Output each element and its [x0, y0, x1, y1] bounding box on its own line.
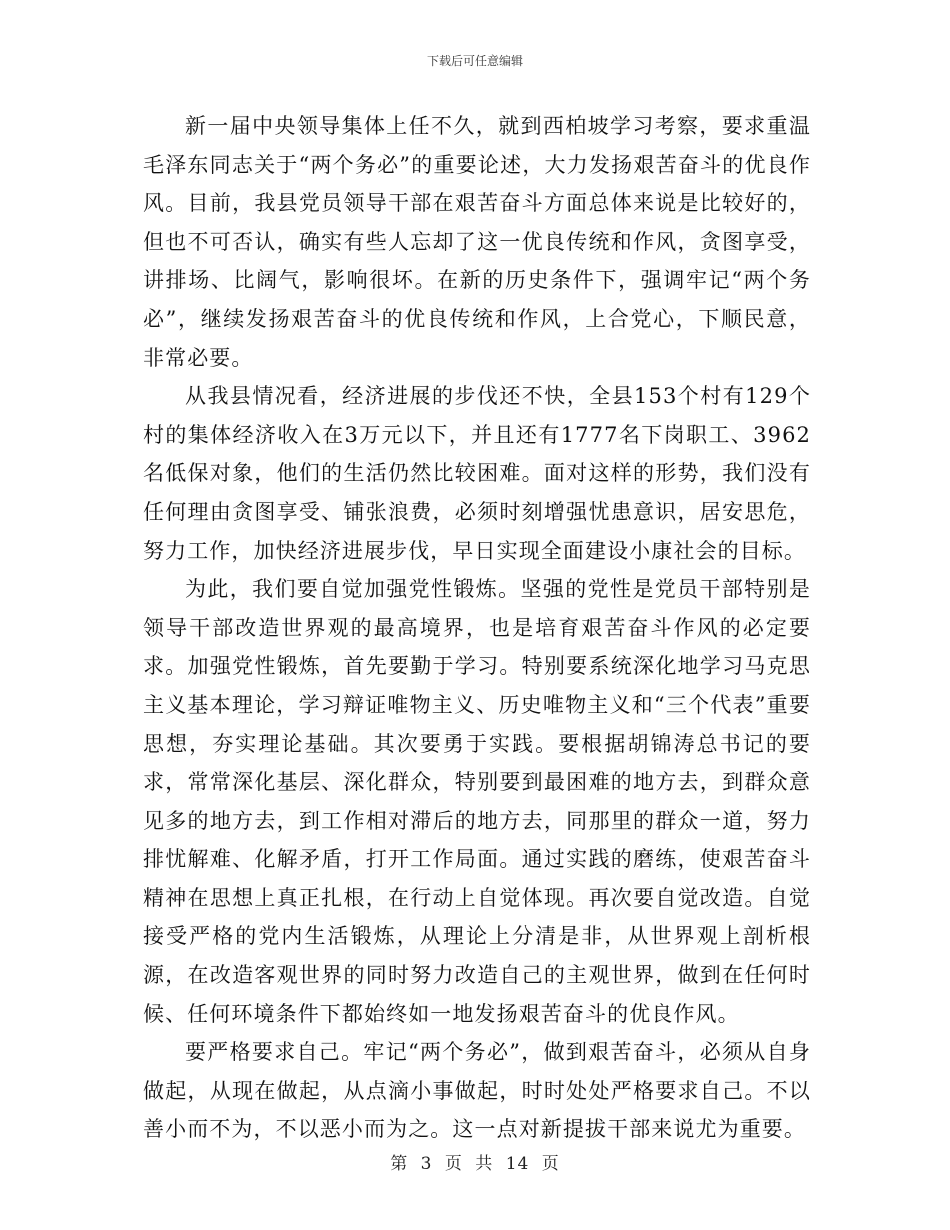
page-number-footer: 第 3 页 共 14 页 [390, 1154, 560, 1174]
document-body [143, 107, 811, 1149]
page-header: 下载后可任意编辑 [426, 54, 523, 68]
paragraph-1: 新一届中央领导集体上任不久，就到西柏坡学习考察，要求重温毛泽东同志关于“两个务必”的重要论述，大力发扬艰苦奋斗的优良作风。目前，我县党员领导干部在艰苦奋斗方面总体来说是比较好的，但也不可否认，确实有些人忘却了这一优良传统和作风，贪图享受，讲排场、比阔气，影响很坏。在新的历史条件下，强调牢记“两个务必”，继续发扬艰苦奋斗的优良传统和作风，上合党心，下顺民意，非常必要。 [143, 114, 811, 370]
paragraph-2: 从我县情况看，经济进展的步伐还不快，全县153个村有129个村的集体经济收入在3万元以下，并且还有1777名下岗职工、3962名低保对象，他们的生活仍然比较困难。面对这样的形势，我们没有任何理由贪图享受、铺张浪费，必须时刻增强忧患意识，居安思危，努力工作，加快经济进展步伐，早日实现全面建设小康社会的目标。 [143, 384, 811, 563]
paragraph-4: 要严格要求自己。牢记“两个务必”，做到艰苦奋斗，必须从自身做起，从现在做起，从点滴小事做起，时时处处严格要求自己。不以善小而不为，不以恶小而为之。这一点对新提拔干部来说尤为重要。 [143, 1040, 811, 1142]
paragraph-3: 为此，我们要自觉加强党性锻炼。坚强的党性是党员干部特别是领导干部改造世界观的最高境界，也是培育艰苦奋斗作风的必定要求。加强党性锻炼，首先要勤于学习。特别要系统深化地学习马克思主义基本理论，学习辩证唯物主义、历史唯物主义和“三个代表”重要思想，夯实理论基础。其次要勇于实践。要根据胡锦涛总书记的要求，常常深化基层、深化群众，特别要到最困难的地方去，到群众意见多的地方去，到工作相对滞后的地方去，同那里的群众一道，努力排忧解难、化解矛盾，打开工作局面。通过实践的磨练，使艰苦奋斗精神在思想上真正扎根，在行动上自觉体现。再次要自觉改造。自觉接受严格的党内生活锻炼，从理论上分清是非，从世界观上剖析根源，在改造客观世界的同时努力改造自己的主观世界，做到在任何时候、任何环境条件下都始终如一地发扬艰苦奋斗的优良作风。 [143, 577, 811, 1026]
